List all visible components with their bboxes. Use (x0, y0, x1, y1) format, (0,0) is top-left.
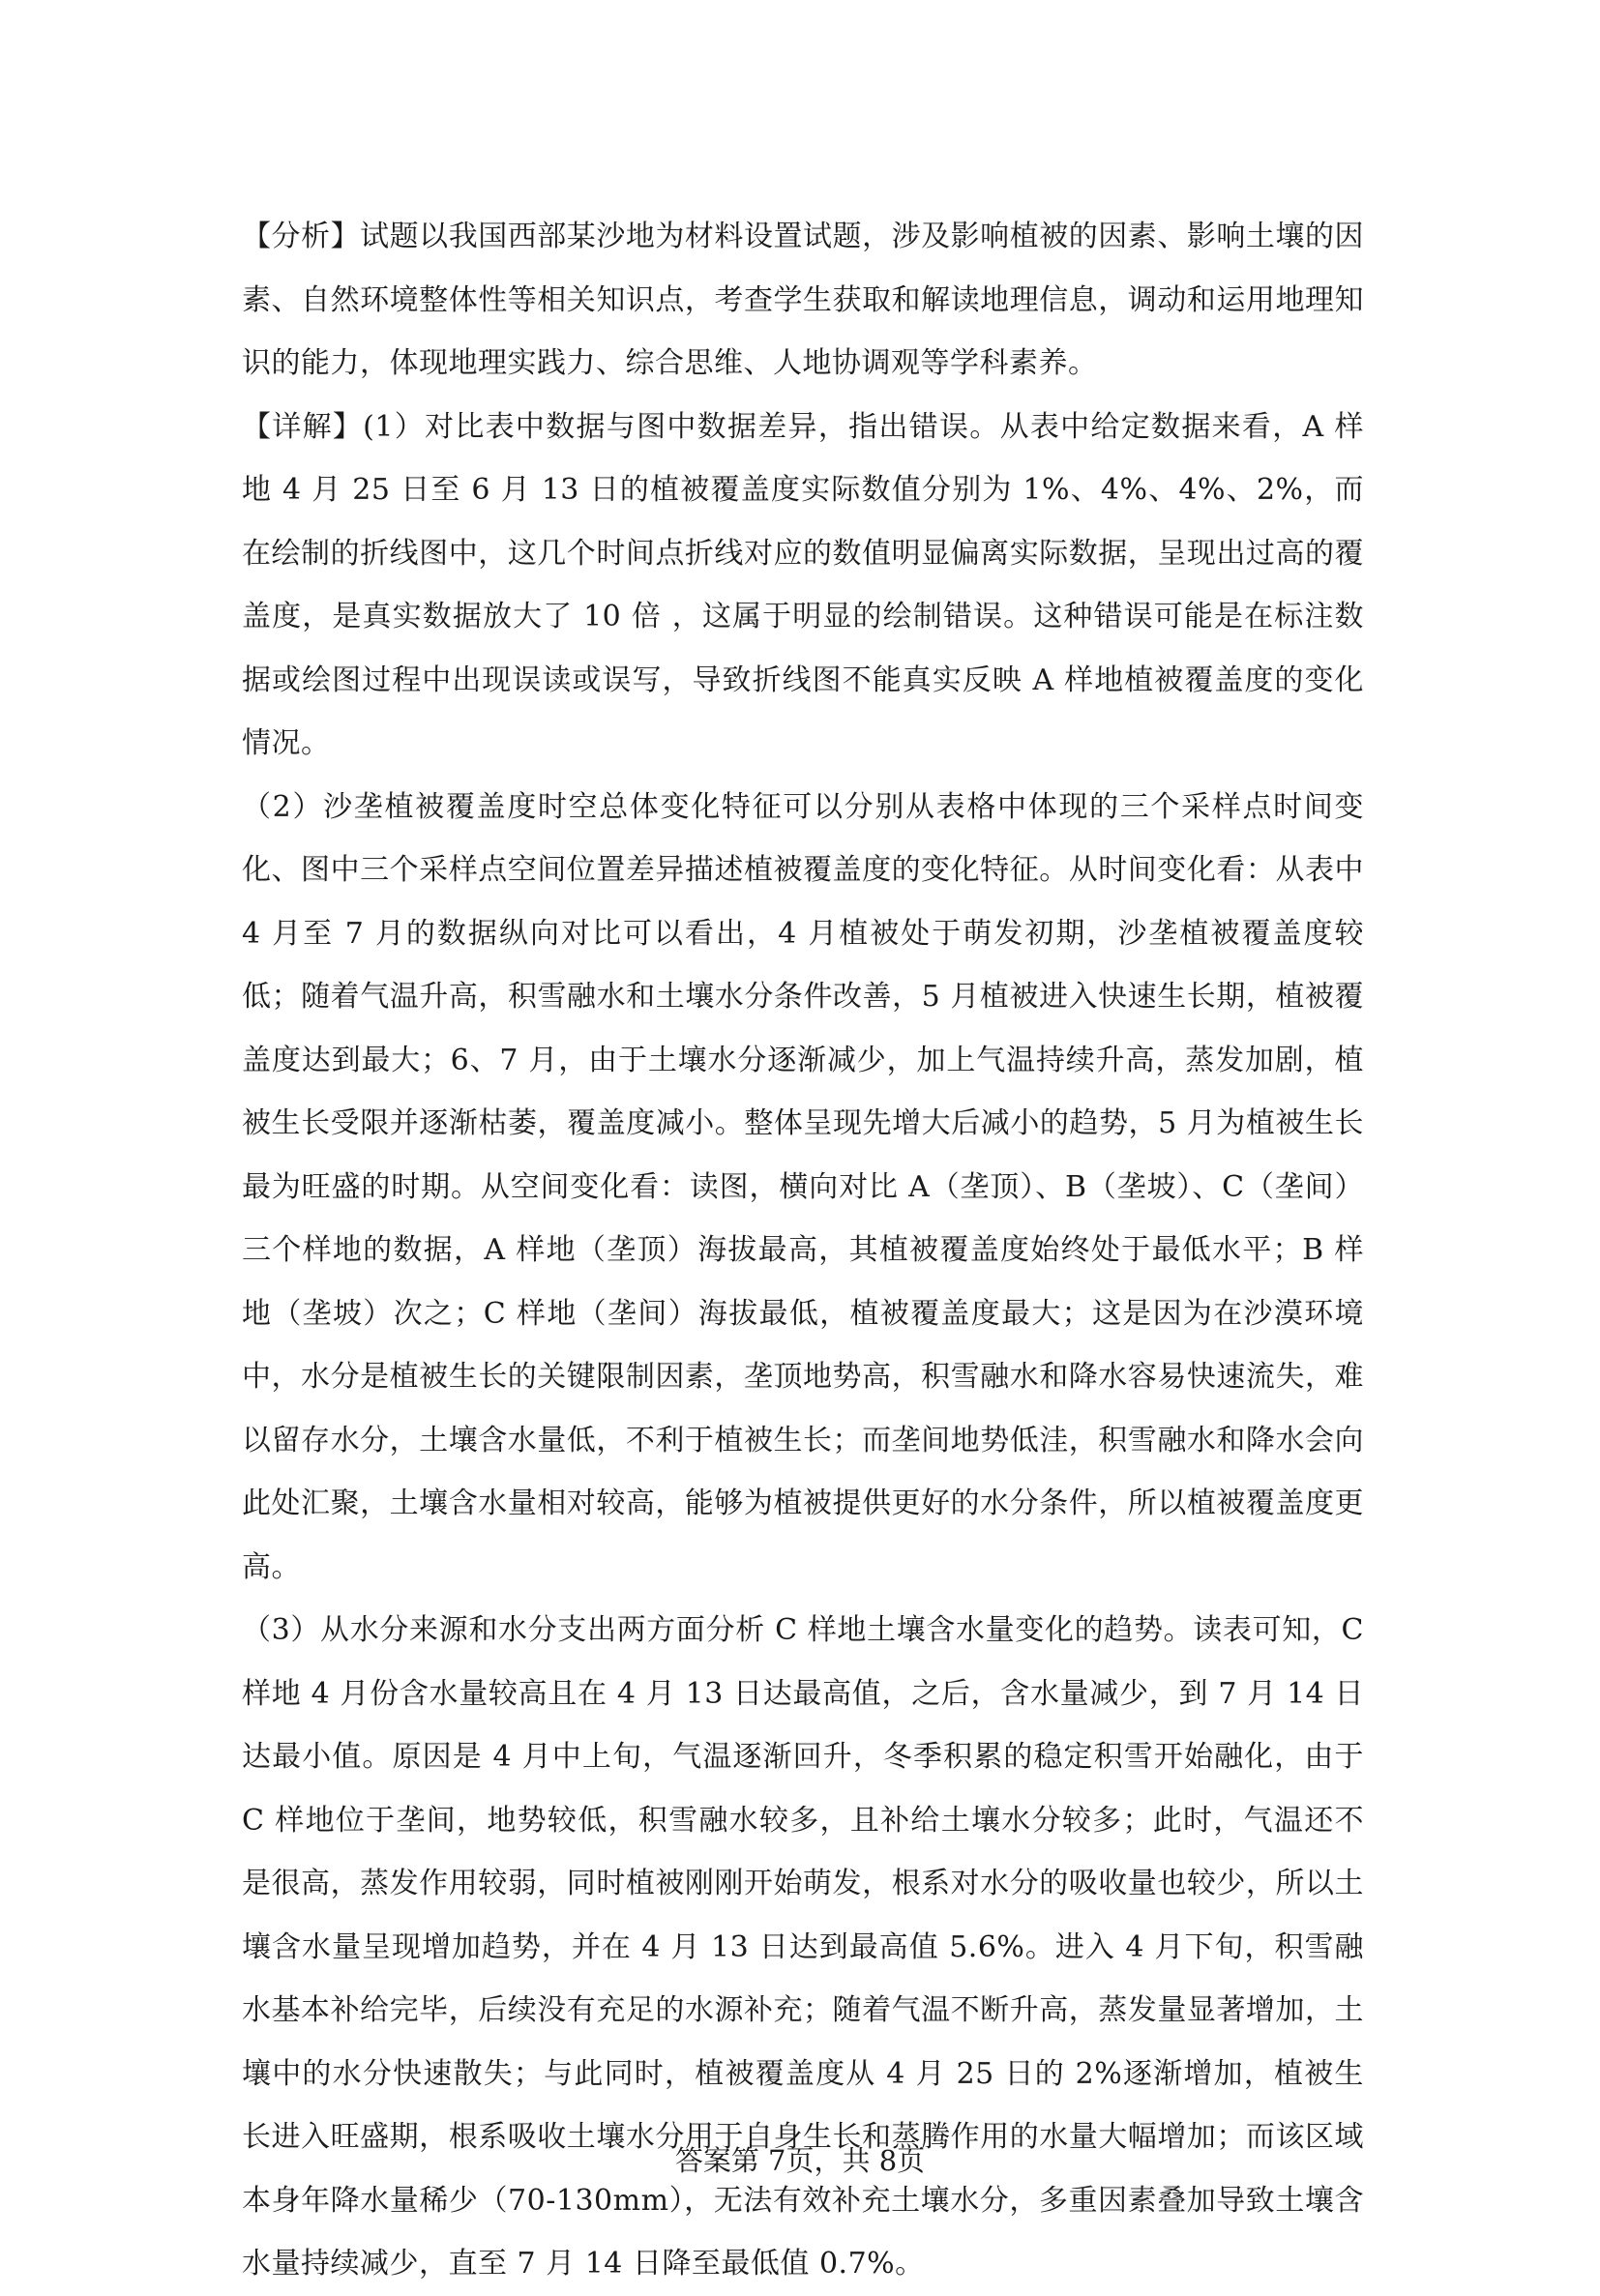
detail-q1-text: (1）对比表中数据与图中数据差异，指出错误。从表中给定数据来看，A 样地 4 月 25 日至 6 月 13 日的植被覆盖度实际数值分别为 1%、4%、4%、2%，而在绘制的折线图中，这几个时间点折线对应的数值明显偏离实际数据，呈现出过高的覆盖度，是真实数据放大了 10 倍 ，这属于明显的绘制错误。这种错误可能是在标注数据或绘图过程中出现误读或误写，导致折线图不能真实反映 A 样地植被覆盖度的变化情况。 (242, 409, 1364, 760)
detail-q1-paragraph (242, 396, 1364, 776)
detail-q2-paragraph: （2）沙垄植被覆盖度时空总体变化特征可以分别从表格中体现的三个采样点时间变化、图中三个采样点空间位置差异描述植被覆盖度的变化特征。从时间变化看：从表中 4 月至 7 月的数据纵向对比可以看出，4 月植被处于萌发初期，沙垄植被覆盖度较低；随着气温升高，积雪融水和土壤水分条件改善，5 月植被进入快速生长期，植被覆盖度达到最大；6、7 月，由于土壤水分逐渐减少，加上气温持续升高，蒸发加剧，植被生长受限并逐渐枯萎，覆盖度减小。整体呈现先增大后减小的趋势，5 月为植被生长最为旺盛的时期。从空间变化看：读图，横向对比 A（垄顶）、B（垄坡）、C（垄间）三个样地的数据，A 样地（垄顶）海拔最高，其植被覆盖度始终处于最低水平；B 样地（垄坡）次之；C 样地（垄间）海拔最低，植被覆盖度最大；这是因为在沙漠环境中，水分是植被生长的关键限制因素，垄顶地势高，积雪融水和降水容易快速流失，难以留存水分，土壤含水量低，不利于植被生长；而垄间地势低洼，积雪融水和降水会向此处汇聚，土壤含水量相对较高，能够为植被提供更好的水分条件，所以植被覆盖度更高。 (242, 789, 1364, 1584)
detail-tag: 【详解】 (242, 409, 364, 444)
analysis-paragraph (242, 205, 1364, 396)
analysis-text: 试题以我国西部某沙地为材料设置试题，涉及影响植被的因素、影响土壤的因素、自然环境整体性等相关知识点，考查学生获取和解读地理信息，调动和运用地理知识的能力，体现地理实践力、综合思维、人地协调观等学科素养。 (242, 220, 1365, 380)
answer-content (242, 205, 1364, 2296)
analysis-tag: 【分析】 (242, 220, 361, 253)
page-footer: 答案第 7页，共 8页 (674, 2144, 926, 2177)
detail-q3-paragraph: （3）从水分来源和水分支出两方面分析 C 样地土壤含水量变化的趋势。读表可知，C 样地 4 月份含水量较高且在 4 月 13 日达最高值，之后，含水量减少，到 7 月 14 日达最小值。原因是 4 月中上旬，气温逐渐回升，冬季积累的稳定积雪开始融化，由于 C 样地位于垄间，地势较低，积雪融水较多，且补给土壤水分较多；此时，气温还不是很高，蒸发作用较弱，同时植被刚刚开始萌发，根系对水分的吸收量也较少，所以土壤含水量呈现增加趋势，并在 4 月 13 日达到最高值 5.6%。进入 4 月下旬，积雪融水基本补给完毕，后续没有充足的水源补充；随着气温不断升高，蒸发量显著增加，土壤中的水分快速散失；与此同时，植被覆盖度从 4 月 25 日的 2%逐渐增加，植被生长进入旺盛期，根系吸收土壤水分用于自身生长和蒸腾作用的水量大幅增加；而该区域本身年降水量稀少（70-130mm），无法有效补充土壤水分，多重因素叠加导致土壤含水量持续减少，直至 7 月 14 日降至最低值 0.7%。 (242, 1613, 1364, 2281)
